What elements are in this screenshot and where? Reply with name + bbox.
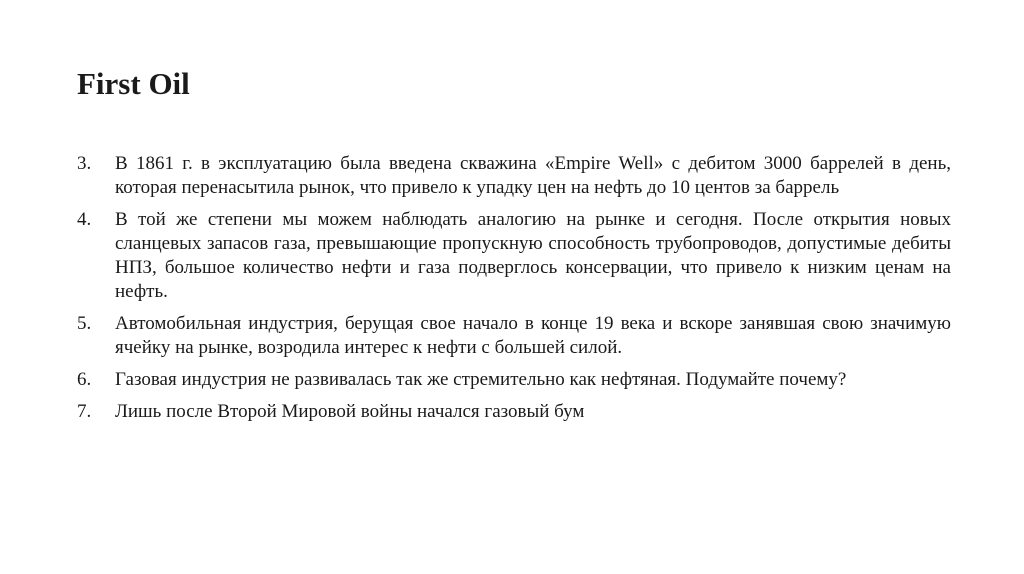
list-item-text: В 1861 г. в эксплуатацию была введена скважина «Empire Well» с дебитом 3000 баррелей в день, которая перенасытила рынок, что привело к упадку цен на нефть до 10 центов за баррель: [115, 153, 951, 198]
list-item-number: 4.: [77, 209, 92, 230]
list-item-text: В той же степени мы можем наблюдать аналогию на рынке и сегодня. После открытия новых сланцевых запасов газа, превышающие пропускную способность трубопроводов, допустимые дебиты НПЗ, большое количество нефти и газа подверглось консервации, что привело к низким ценам на нефть.: [115, 209, 951, 302]
list-item-number: 3.: [77, 153, 92, 174]
list-item-number: 5.: [77, 313, 92, 334]
list-item-text: Автомобильная индустрия, берущая свое начало в конце 19 века и вскоре занявшая свою значимую ячейку на рынке, возродила интерес к нефти с большей силой.: [115, 313, 951, 358]
list-item-text: Газовая индустрия не развивалась так же стремительно как нефтяная. Подумайте почему?: [115, 369, 847, 390]
list-item-text: Лишь после Второй Мировой войны начался газовый бум: [115, 401, 585, 422]
list-item: [77, 400, 951, 424]
slide-title: First Oil: [77, 66, 190, 101]
list-item-number: 7.: [77, 401, 92, 422]
numbered-list: [77, 152, 951, 432]
list-item: [77, 152, 951, 200]
list-item: [77, 368, 951, 392]
list-item: [77, 312, 951, 360]
list-item-number: 6.: [77, 369, 92, 390]
list-item: [77, 208, 951, 304]
